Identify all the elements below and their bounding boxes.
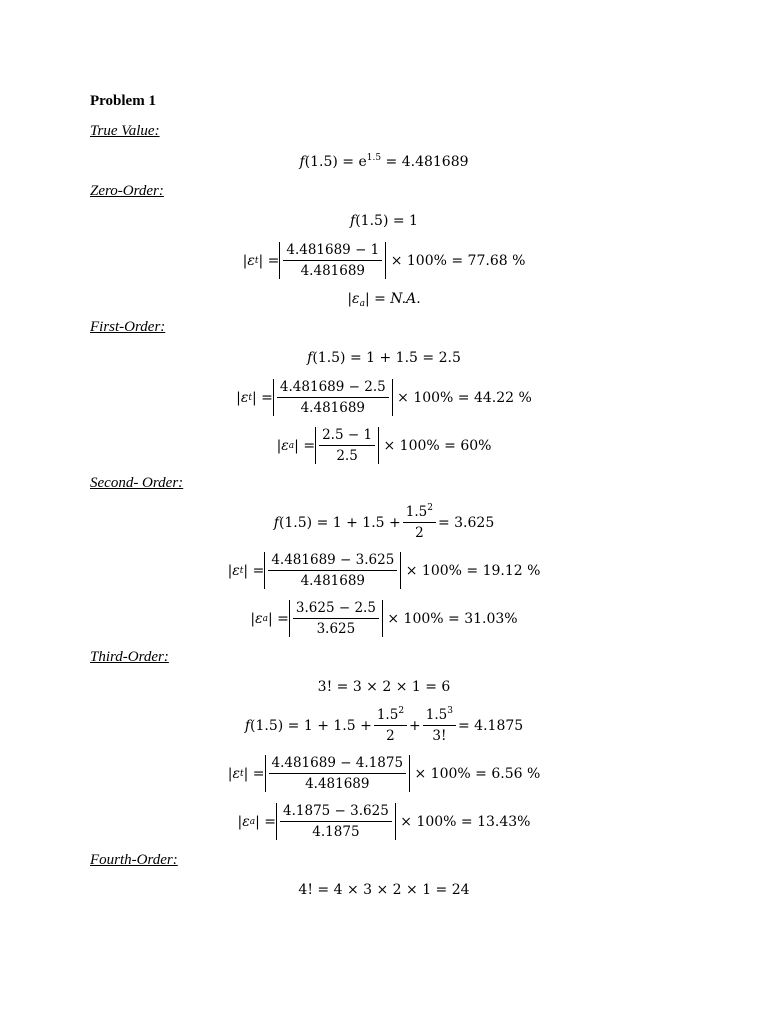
eq-zero-et: | ε t | = $\frac{4.481689 - 1}{4.481689}$ × 100% = 77.68 % — [242, 242, 526, 279]
eq-third-f: f (1.5) = 1 + 1.5 + $\frac{1.5^2}{2}$ + $\frac{1.5^3}{3!}$ = 4.1875 — [244, 706, 524, 744]
eq-third-ea: | ε a | = $\frac{4.1875 - 3.625}{4.1875}$ × 100% = 13.43% — [237, 803, 531, 840]
section-second-order: Second- Order: — [90, 475, 184, 491]
eq-second-ea: | ε a | = $\frac{3.625 - 2.5}{3.625}$ × 100% = 31.03% — [250, 600, 518, 637]
eq-third-factorial: 3! = 3 × 2 × 1 = 6 — [317, 679, 451, 695]
eq-true-value: $f(1.5) = e^{1.5} = 4.481689$ — [299, 153, 469, 170]
eq-first-ea: | ε a | = $\frac{2.5 - 1}{2.5}$ × 100% = 60% — [276, 427, 492, 464]
section-true-value: True Value: — [90, 123, 160, 139]
eq-second-f: f (1.5) = 1 + 1.5 + $\frac{1.5^2}{2}$ = 3.625 — [273, 503, 495, 541]
section-zero-order: Zero-Order: — [90, 183, 164, 199]
eq-first-f: f(1.5) = 1 + 1.5 = 2.5 — [307, 350, 461, 366]
eq-fourth-factorial: 4! = 4 × 3 × 2 × 1 = 24 — [298, 882, 470, 898]
section-third-order: Third-Order: — [90, 649, 169, 665]
section-fourth-order: Fourth-Order: — [90, 852, 178, 868]
eq-zero-ea: $|\varepsilon_a| = N.A$. — [347, 291, 421, 309]
section-first-order: First-Order: — [90, 319, 166, 335]
eq-zero-f: f(1.5) = 1 — [350, 213, 418, 229]
eq-third-et: | ε t | = $\frac{4.481689 - 4.1875}{4.481689}$ × 100% = 6.56 % — [227, 755, 541, 792]
page-title: Problem 1 — [90, 93, 156, 109]
eq-second-et: | ε t | = $\frac{4.481689 - 3.625}{4.481689}$ × 100% = 19.12 % — [227, 552, 541, 589]
eq-first-et: | ε t | = $\frac{4.481689 - 2.5}{4.481689}$ × 100% = 44.22 % — [236, 379, 532, 416]
